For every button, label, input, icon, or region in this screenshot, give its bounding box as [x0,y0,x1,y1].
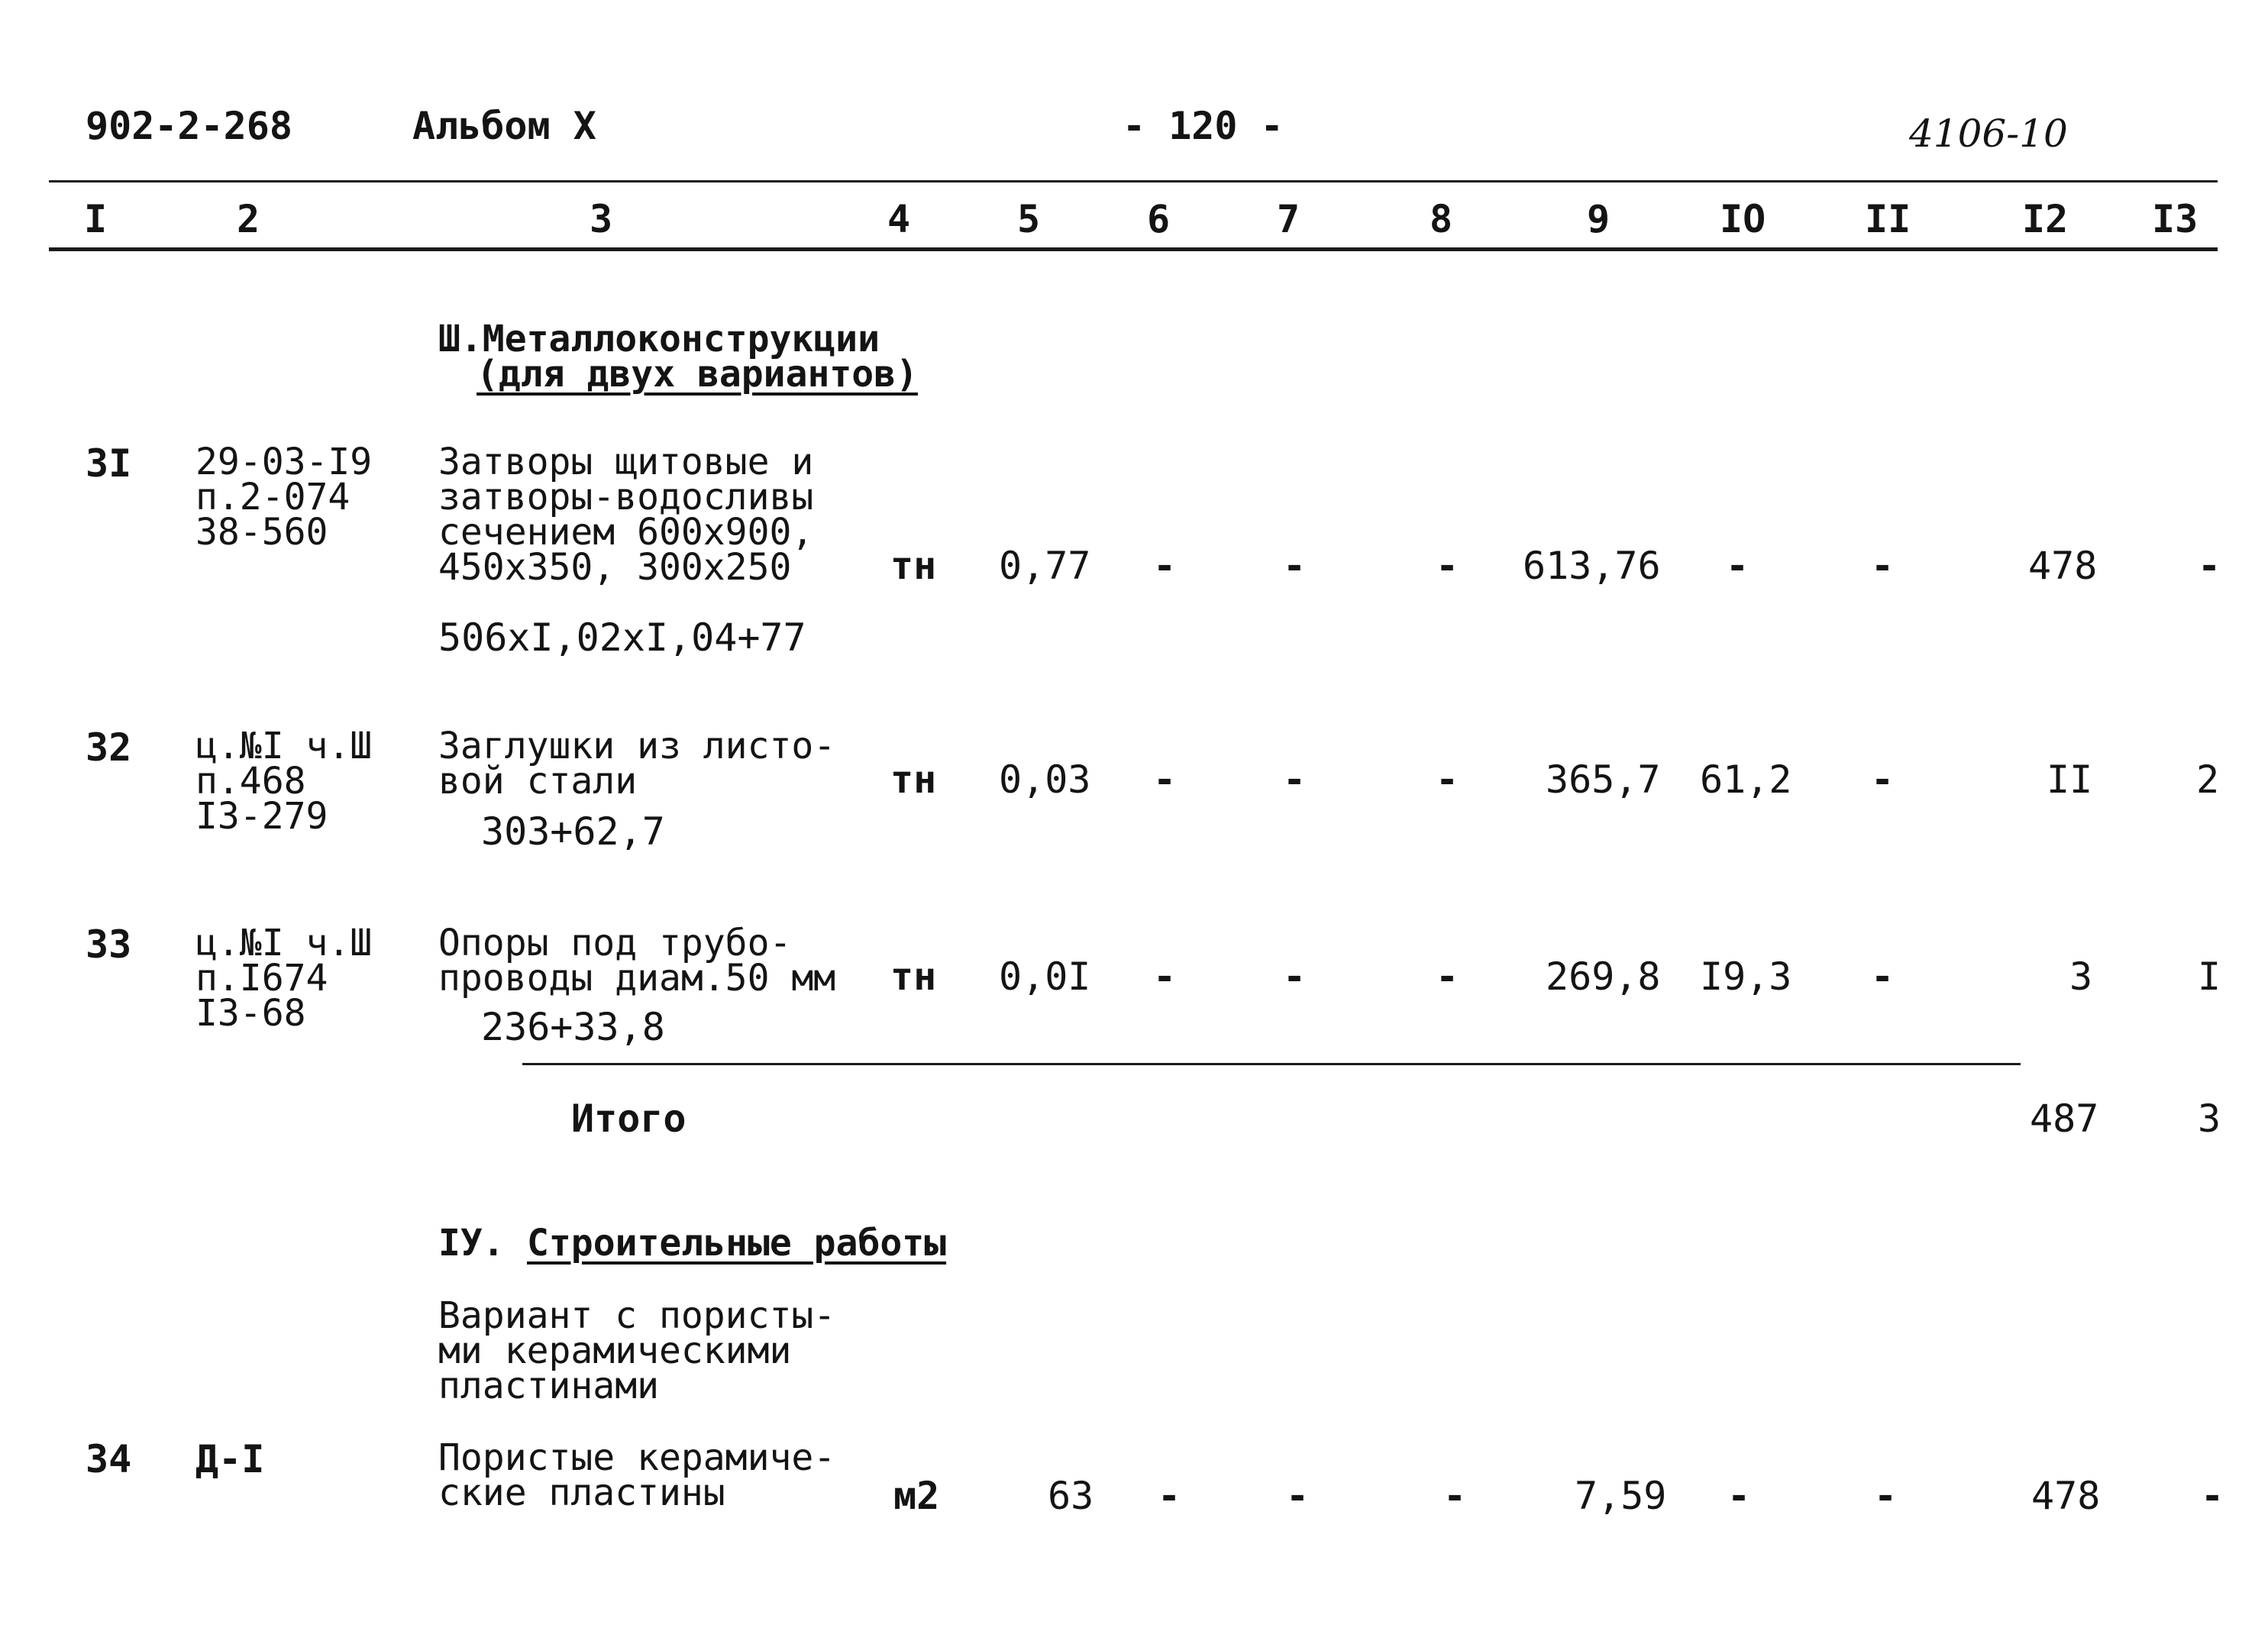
column-header: 5 [1017,197,1041,241]
total-col13: 3 [2198,1097,2221,1141]
col8-value: - [1436,955,1459,999]
unit: тн [890,544,937,588]
item-description: Заглушки из листо- вой стали [438,725,836,803]
header-bottom-rule [49,247,2218,251]
col6-value: - [1153,544,1177,588]
col9-value: 365,7 [1546,757,1661,802]
unit: тн [890,757,937,802]
total-rule [522,1063,2021,1065]
calculation-formula: 303+62,7 [481,809,665,854]
col10-value: 61,2 [1700,757,1792,802]
column-header: II [1865,197,1911,241]
col8-value: - [1436,544,1459,588]
handwritten-stamp-number: 4106-10 [1909,111,2068,156]
col9-value: 613,76 [1523,544,1661,588]
item-description: Опоры под трубо- проводы диам.50 мм [438,922,836,1000]
section-4-title: Строительные работы [527,1222,947,1265]
quantity: 63 [1048,1474,1094,1518]
col9-value: 269,8 [1546,955,1661,999]
col8-value: - [1443,1474,1467,1518]
col12-value: II [2047,757,2093,802]
col8-value: - [1436,757,1459,802]
col12-value: 478 [2028,544,2098,588]
document-code: 902-2-268 [86,104,292,148]
calculation-formula: 506хI,02хI,04+77 [438,615,806,660]
column-header: I3 [2152,197,2199,241]
unit: тн [890,955,937,999]
row-number: 32 [86,725,132,770]
col13-value: 2 [2196,757,2220,802]
col9-value: 7,59 [1575,1474,1667,1518]
col12-value: 478 [2031,1474,2101,1518]
col11-value: - [1871,544,1895,588]
column-header: IO [1720,197,1766,241]
item-description: Пористые керамиче- ские пластины [438,1436,836,1514]
section-3-subtitle: (для двух вариантов) [477,353,918,396]
column-header: 3 [590,197,613,241]
album-label: Альбом X [412,104,596,148]
quantity: 0,03 [999,757,1091,802]
section-3-title: Ш.Металлоконструкции [438,318,880,360]
column-header: 2 [237,197,260,241]
col7-value: - [1283,955,1307,999]
column-header: 7 [1277,197,1300,241]
variant-description: Вариант с пористы- ми керамическими пластинами [438,1294,836,1407]
col10-value: - [1727,1474,1751,1518]
row-number: 3I [86,441,132,486]
price-code: ц.№I ч.Ш п.468 I3-279 [195,725,373,838]
col11-value: - [1874,1474,1898,1518]
col10-value: - [1726,544,1749,588]
col13-value: I [2198,955,2221,999]
column-header: 4 [887,197,911,241]
total-label: Итого [571,1097,687,1141]
col6-value: - [1158,1474,1181,1518]
col11-value: - [1871,757,1895,802]
unit: м2 [893,1474,940,1518]
quantity: 0,77 [999,544,1091,588]
column-header: 6 [1147,197,1171,241]
col7-value: - [1283,544,1307,588]
column-header: I [84,197,108,241]
price-code: 29-03-I9 п.2-074 38-560 [195,441,373,554]
column-header: I2 [2022,197,2069,241]
column-header: 8 [1430,197,1453,241]
column-header: 9 [1587,197,1611,241]
row-number: 34 [86,1437,132,1481]
item-description: Затворы щитовые и затворы-водосливы сечением 600х900, 450х350, 300х250 [438,441,814,589]
row-number: 33 [86,922,132,967]
calculation-formula: 236+33,8 [481,1005,665,1049]
col7-value: - [1283,757,1307,802]
price-code: Д-I [195,1437,265,1481]
col12-value: 3 [2069,955,2093,999]
header-top-rule [49,180,2218,183]
price-code: ц.№I ч.Ш п.I674 I3-68 [195,922,373,1035]
col10-value: I9,3 [1700,955,1792,999]
section-4-number: IУ. [438,1222,505,1265]
col11-value: - [1871,955,1895,999]
col6-value: - [1153,955,1177,999]
page-number: - 120 - [1123,104,1284,148]
quantity: 0,0I [999,955,1091,999]
col7-value: - [1286,1474,1310,1518]
col13-value: - [2198,544,2221,588]
col13-value: - [2201,1474,2224,1518]
col6-value: - [1153,757,1177,802]
total-col12: 487 [2030,1097,2099,1141]
